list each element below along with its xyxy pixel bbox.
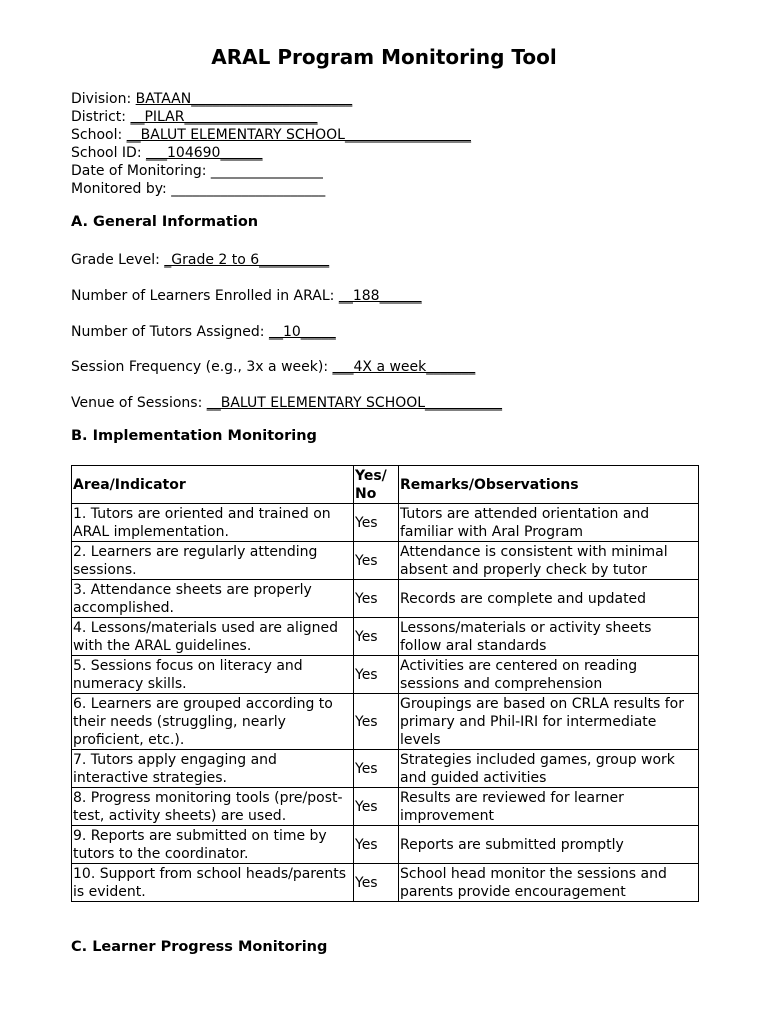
answer-cell: Yes <box>354 694 399 750</box>
division-field <box>71 90 352 108</box>
school-id-value: ___104690______ <box>146 145 263 161</box>
answer-cell: Yes <box>354 504 399 542</box>
date-of-monitoring-value: ________________ <box>210 163 323 179</box>
district-field <box>71 108 317 126</box>
remarks-cell: Results are reviewed for learner improvement <box>399 788 699 826</box>
answer-cell: Yes <box>354 542 399 580</box>
school-id-field <box>71 144 262 162</box>
district-label: District: <box>71 109 131 125</box>
tutors-assigned-field <box>71 323 336 341</box>
tutors-assigned-label: Number of Tutors Assigned: <box>71 324 269 340</box>
remarks-cell: School head monitor the sessions and parents provide encouragement <box>399 864 699 902</box>
indicator-cell: 8. Progress monitoring tools (pre/post-test, activity sheets) are used. <box>72 788 354 826</box>
grade-level-label: Grade Level: <box>71 252 165 268</box>
table-row <box>72 694 699 750</box>
indicator-cell: 7. Tutors apply engaging and interactive strategies. <box>72 750 354 788</box>
indicator-cell: 3. Attendance sheets are properly accomplished. <box>72 580 354 618</box>
answer-cell: Yes <box>354 750 399 788</box>
indicator-cell: 2. Learners are regularly attending sessions. <box>72 542 354 580</box>
remarks-cell: Strategies included games, group work and guided activities <box>399 750 699 788</box>
table-row <box>72 542 699 580</box>
grade-level-value: _Grade 2 to 6__________ <box>164 252 330 268</box>
table-row <box>72 618 699 656</box>
monitored-by-field <box>71 180 325 198</box>
venue-field <box>71 394 502 412</box>
column-header-remarks: Remarks/Observations <box>399 466 699 504</box>
answer-cell: Yes <box>354 656 399 694</box>
school-id-label: School ID: <box>71 145 147 161</box>
indicator-cell: 9. Reports are submitted on time by tutors to the coordinator. <box>72 826 354 864</box>
remarks-cell: Tutors are attended orientation and familiar with Aral Program <box>399 504 699 542</box>
answer-cell: Yes <box>354 788 399 826</box>
remarks-cell: Lessons/materials or activity sheets follow aral standards <box>399 618 699 656</box>
remarks-cell: Attendance is consistent with minimal absent and properly check by tutor <box>399 542 699 580</box>
document-title: ARAL Program Monitoring Tool <box>211 45 557 69</box>
learners-enrolled-field <box>71 287 422 305</box>
indicator-cell: 4. Lessons/materials used are aligned with the ARAL guidelines. <box>72 618 354 656</box>
table-row <box>72 656 699 694</box>
monitored-by-value: ______________________ <box>171 181 326 197</box>
table-row <box>72 826 699 864</box>
session-frequency-label: Session Frequency (e.g., 3x a week): <box>71 359 333 375</box>
division-label: Division: <box>71 91 136 107</box>
column-header-yes-no: Yes/ No <box>354 466 399 504</box>
table-header-row <box>72 466 699 504</box>
grade-level-field <box>71 251 329 269</box>
table-row <box>72 864 699 902</box>
venue-value: __BALUT ELEMENTARY SCHOOL___________ <box>206 395 503 411</box>
section-c-heading: C. Learner Progress Monitoring <box>71 939 328 955</box>
monitored-by-label: Monitored by: <box>71 181 172 197</box>
learners-enrolled-value: __188______ <box>338 288 422 304</box>
table-row <box>72 750 699 788</box>
answer-cell: Yes <box>354 826 399 864</box>
district-value: __PILAR___________________ <box>130 109 318 125</box>
column-header-indicator: Area/Indicator <box>72 466 354 504</box>
table-row <box>72 504 699 542</box>
remarks-cell: Groupings are based on CRLA results for primary and Phil-IRI for intermediate levels <box>399 694 699 750</box>
indicator-cell: 1. Tutors are oriented and trained on ARAL implementation. <box>72 504 354 542</box>
remarks-cell: Records are complete and updated <box>399 580 699 618</box>
remarks-cell: Activities are centered on reading sessions and comprehension <box>399 656 699 694</box>
venue-label: Venue of Sessions: <box>71 395 207 411</box>
indicator-cell: 5. Sessions focus on literacy and numeracy skills. <box>72 656 354 694</box>
division-value: BATAAN_______________________ <box>135 91 353 107</box>
session-frequency-value: ___4X a week_______ <box>332 359 476 375</box>
section-b-heading: B. Implementation Monitoring <box>71 428 317 444</box>
school-value: __BALUT ELEMENTARY SCHOOL__________________ <box>126 127 471 143</box>
indicator-cell: 6. Learners are grouped according to their needs (struggling, nearly proficient, etc.). <box>72 694 354 750</box>
implementation-monitoring-table <box>71 465 699 902</box>
date-of-monitoring-field <box>71 162 323 180</box>
school-field <box>71 126 471 144</box>
date-of-monitoring-label: Date of Monitoring: <box>71 163 211 179</box>
tutors-assigned-value: __10_____ <box>268 324 336 340</box>
answer-cell: Yes <box>354 618 399 656</box>
learners-enrolled-label: Number of Learners Enrolled in ARAL: <box>71 288 339 304</box>
answer-cell: Yes <box>354 580 399 618</box>
answer-cell: Yes <box>354 864 399 902</box>
school-label: School: <box>71 127 127 143</box>
table-row <box>72 788 699 826</box>
indicator-cell: 10. Support from school heads/parents is evident. <box>72 864 354 902</box>
session-frequency-field <box>71 358 475 376</box>
remarks-cell: Reports are submitted promptly <box>399 826 699 864</box>
table-row <box>72 580 699 618</box>
section-a-heading: A. General Information <box>71 214 259 230</box>
